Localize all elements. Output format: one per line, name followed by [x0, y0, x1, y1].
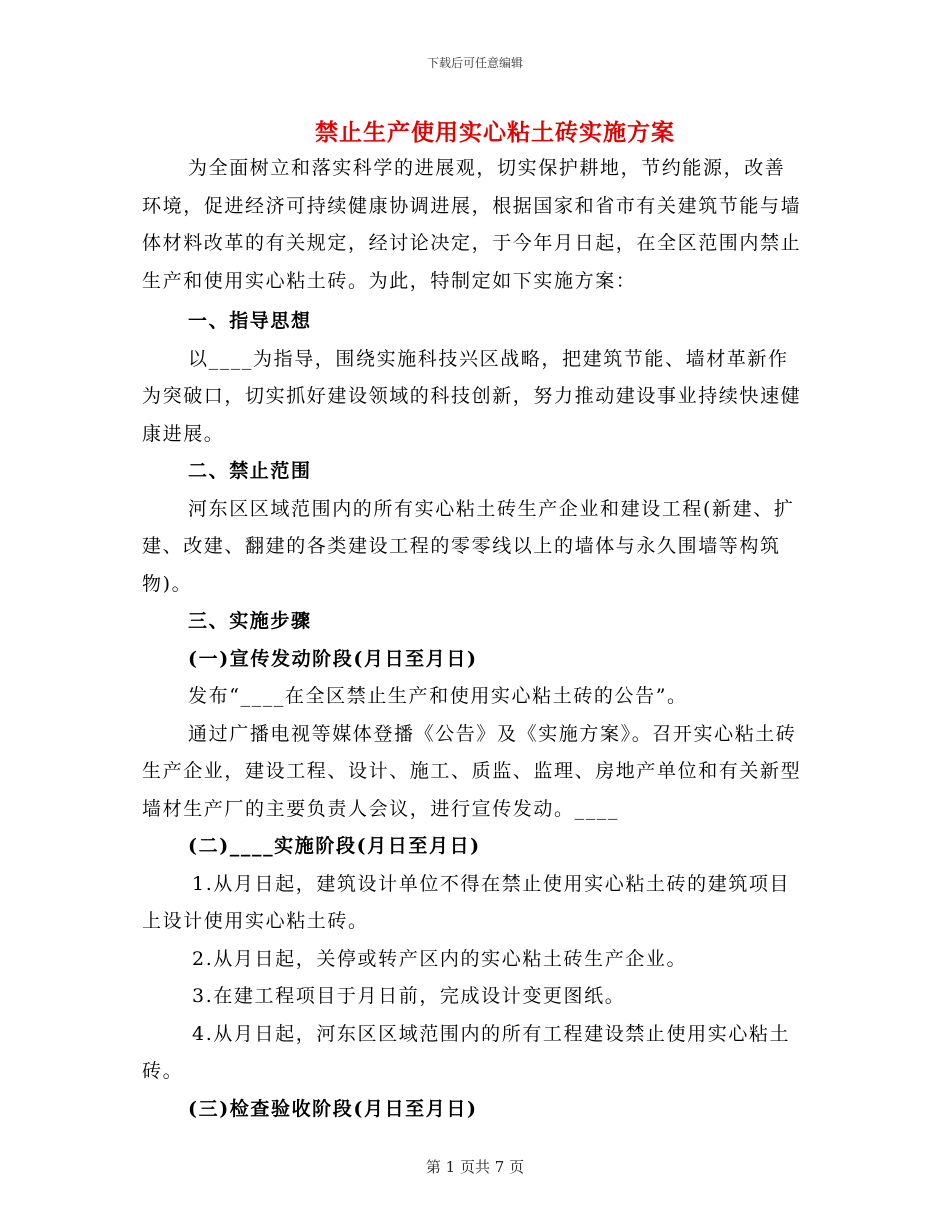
phase-heading-inspection: (三)检查验收阶段(月日至月日)	[188, 1097, 478, 1120]
document-title: 禁止生产使用实心粘土砖实施方案	[315, 119, 675, 146]
page-header: 下载后可任意编辑	[426, 56, 523, 70]
implementation-item: 4.从月日起，河东区区域范围内的所有工程建设禁止使用实心粘土砖。	[142, 1022, 791, 1082]
guiding-ideology-paragraph: 以____为指导，围绕实施科技兴区战略，把建筑节能、墙材革新作为突破口，切实抓好建设领域的科技创新，努力推动建设事业持续快速健康进展。	[142, 347, 802, 445]
phase-heading-implementation: (二)____实施阶段(月日至月日)	[188, 835, 481, 857]
implementation-item: 2.从月日起，关停或转产区内的实心粘土砖生产企业。	[192, 947, 688, 970]
section-heading-guiding-ideology: 一、指导思想	[188, 310, 312, 332]
publicity-line-2: 通过广播电视等媒体登播《公告》及《实施方案》。召开实心粘土砖生产企业，建设工程、设计、施工、质监、监理、房地产单位和有关新型墙材生产厂的主要负责人会议，进行宣传发动。____	[142, 722, 802, 820]
phase-heading-publicity: (一)宣传发动阶段(月日至月日)	[188, 647, 478, 670]
publicity-line-1: 发布“____在全区禁止生产和使用实心粘土砖的公告”。	[188, 685, 688, 707]
document-body	[142, 150, 802, 1128]
section-heading-implementation-steps: 三、实施步骤	[188, 610, 312, 632]
implementation-item: 3.在建工程项目于月日前，完成设计变更图纸。	[192, 985, 626, 1007]
implementation-item: 1.从月日起，建筑设计单位不得在禁止使用实心粘土砖的建筑项目上设计使用实心粘土砖。	[142, 872, 791, 932]
section-heading-prohibited-scope: 二、禁止范围	[188, 460, 312, 482]
prohibited-scope-paragraph: 河东区区域范围内的所有实心粘土砖生产企业和建设工程(新建、扩建、改建、翻建的各类建设工程的零零线以上的墙体与永久围墙等构筑物)。	[142, 497, 795, 595]
intro-paragraph: 为全面树立和落实科学的进展观，切实保护耕地，节约能源，改善环境，促进经济可持续健康协调进展，根据国家和省市有关建筑节能与墙体材料改革的有关规定，经讨论决定，于今年月日起，在全区范围内禁止生产和使用实心粘土砖。为此，特制定如下实施方案：	[142, 157, 802, 292]
page-footer: 第 1 页共 7 页	[425, 1158, 525, 1176]
